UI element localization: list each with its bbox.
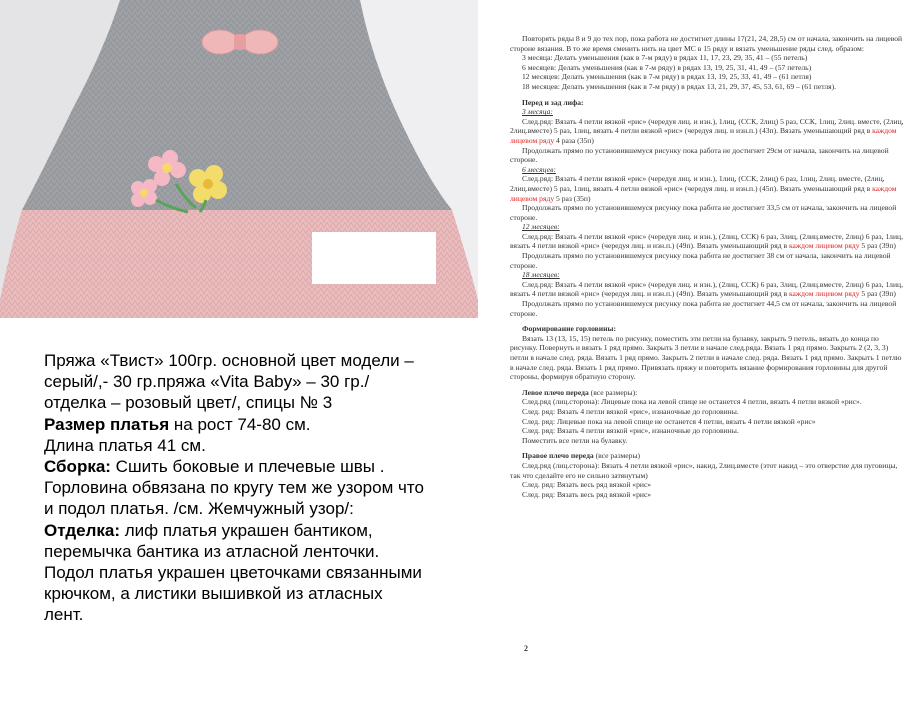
size-info (44, 414, 424, 435)
size-12m-label: 12 месяцев: (522, 222, 560, 232)
size-6m-continue: Продолжать прямо по установившемуся рисунку пока работа не достигнет 33,5 см от начала, закончить на лицевой стороне. (510, 203, 897, 222)
page-number: 2 (524, 644, 528, 654)
right-shoulder-row-1: След.ряд (лиц.сторона): Вязать 4 петли вязкой «рис», накид, 2лиц.вместе (этот накид – это отверстие для пуговицы, так что сделайте его не сильно затянутым) (510, 460, 898, 480)
left-shoulder-row-2: След. ряд: Вязать 4 петли вязкой «рис», изнаночные до горловины. (522, 406, 739, 416)
size-6m-label: 6 месяцев: (522, 164, 556, 174)
size-6m-row: След.ряд: Вязать 4 петли вязкой «рис» (чередуя лиц. и изн.), 1лиц, (ССК, 2лиц) 6 раз, 1лиц, 2лиц. вместе, (2лиц, 2лиц.вместе) 5 раз, 1лиц, вязать 4 петли вязкой «рис» (чередуя лиц. и изн.п.) (45п). Вязать уменьшающий ряд в каждом лицевом ряду 5 раз (35п) (510, 174, 897, 203)
finish-label: Отделка: (44, 520, 120, 540)
size-3m-continue: Продолжать прямо по установившемуся рисунку пока работа не достигнет 29см от начала, закончить на лицевой стороне. (510, 145, 889, 165)
neckline-text: Вязать 13 (13, 15, 15) петель по рисунку, поместить эти петли на булавку, закрыть 9 петель, вязать до конца по рисунку. Повернуть и вязать 1 ряд прямо. Закрыть 3 петли в начале след.ряда. Вязать 1 ряд прямо. Закрыть 2 (2, 3, 3) петли в начале след. ряда. Вязать 1 ряд прямо. Закрыть 2 петли в начале след. ряда. Вязать 1 ряд прямо. Закрыть 1 петлю в начале след. ряда. Вязать 1 ряд прямо. Привязать пряжу и повторить вязание формирования горловины для другой стороны, формируя обратную сторону. (510, 333, 902, 382)
yarn-info: Пряжа «Твист» 100гр. основной цвет модели – серый/,- 30 гр.пряжа «Vita Baby» – 30 гр./отделка – розовый цвет/, спицы № 3 (44, 351, 414, 413)
size-18m-label: 18 месяцев: (522, 270, 560, 280)
size-12m-row: След.ряд: Вязать 4 петли вязкой «рис» (чередуя лиц. и изн.), (2лиц, ССК) 6 раз, 3лиц, (2лиц.вместе, 2лиц) 6 раз, 1лиц, вязать 4 петли вязкой «рис» (чередуя лиц. и изн.п.) (49п). Вязать уменьшающий ряд в каждом лицевом ряду 5 раз (39п) (510, 231, 903, 251)
bodice-title: Перед и зад лифа: (522, 97, 584, 107)
decrease-12m: 12 месяцев: Делать уменьшения (как в 7-м ряду) в рядах 13, 19, 25, 33, 41, 49 – (61 петля) (522, 72, 812, 82)
white-tag (312, 232, 436, 284)
pattern-page (510, 34, 905, 674)
right-shoulder-row-2: След. ряд: Вязать весь ряд вязкой «рис» (522, 480, 652, 490)
right-shoulder-row-3: След. ряд: Вязать весь ряд вязкой «рис» (522, 489, 652, 499)
right-shoulder-title: Правое плечо переда (все размеры) (522, 451, 641, 461)
size-18m-continue: Продолжать прямо по установившемуся рисунку пока работа не достигнет 44,5 см от начала, закончить на лицевой стороне. (510, 299, 897, 318)
intro-paragraph: Повторять ряды 8 и 9 до тех пор, пока работа не достигнет длины 17(21, 24, 28,5) см от начала, закончить на лицевой стороне вязания. В то же время сменить нить на цвет МС в 15 ряду и вязать уменьшение ряды след. образом: (510, 34, 903, 53)
dress-illustration (0, 0, 478, 318)
assembly-info (44, 456, 424, 626)
size-18m-row: След.ряд: Вязать 4 петли вязкой «рис» (чередуя лиц. и изн.), (2лиц, ССК) 6 раз, 3лиц, (2лиц.вместе, 2лиц) 6 раз, 1лиц, вязать 4 петли вязкой «рис» (чередуя лиц. и изн.п.) (49п). Вязать уменьшающий ряд в каждом лицевом ряду 5 раз (39п) (510, 279, 903, 299)
decrease-6m: 6 месяцев: Делать уменьшения (как в 7-м ряду) в рядах 13, 19, 25, 31, 41, 49 – (57 петель) (522, 62, 812, 72)
assembly-text: Сшить боковые и плечевые швы . Горловина обвязана по кругу тем же узором что и подол платья. /см. Жемчужный узор/: (44, 457, 424, 519)
size-text: на рост 74-80 см. (169, 414, 311, 434)
size-3m-label: 3 месяца: (522, 107, 553, 117)
assembly-label: Сборка: (44, 457, 111, 477)
decrease-3m: 3 месяца: Делать уменьшения (как в 7-м ряду) в рядах 11, 17, 23, 29, 35, 41 – (55 петель) (522, 53, 808, 63)
left-shoulder-title: Левое плечо переда (все размеры): (522, 387, 638, 397)
dress-photo (0, 0, 478, 318)
dress-description (44, 350, 424, 626)
length-info: Длина платья 41 см. (44, 435, 206, 455)
left-shoulder-row-5: Поместить все петли на булавку. (522, 435, 628, 445)
size-3m-row: След.ряд: Вязать 4 петли вязкой «рис» (чередуя лиц. и изн.), 1лиц, (ССК, 2лиц) 5 раз, ССК, 1лиц, 2лиц. вместе, (2лиц, 2лиц.вместе) 5 раз, 1лиц, вязать 4 петли вязкой «рис» (чередуя лиц. и изн.п.) (43п). Вязать уменьшающий ряд в каждом лицевом ряду 4 раза (35п) (510, 116, 904, 145)
flower-yellow (189, 165, 227, 203)
finish-text: лиф платья украшен бантиком, перемычка бантика из атласной ленточки. Подол платья украшен цветочками связанными крючком, а листики вышивкой из атласных лент. (44, 520, 422, 625)
left-shoulder-row-1: След.ряд (лиц.сторона): Лицевые пока на левой спице не останется 4 петли, вязать 4 петли вязкой «рис». (522, 397, 862, 407)
size-12m-continue: Продолжать прямо по установившемуся рисунку пока работа не достигнет 38 см от начала, закончить на лицевой стороне. (510, 251, 891, 270)
left-shoulder-row-4: След. ряд: Вязать 4 петли вязкой «рис», изнаночные до горловины. (522, 426, 739, 436)
left-shoulder-row-3: След. ряд: Лицевые пока на левой спице не останется 4 петли, вязать 4 петли вязкой «рис» (522, 416, 816, 426)
decrease-18m: 18 месяцев: Делать уменьшения (как в 7-м ряду) в рядах 13, 21, 29, 37, 45, 53, 61, 69 – (61 петля). (522, 81, 837, 91)
flower-pink-bottom (131, 179, 157, 207)
neckline-title: Формирование горловины: (522, 324, 616, 334)
size-label: Размер платья (44, 414, 170, 434)
